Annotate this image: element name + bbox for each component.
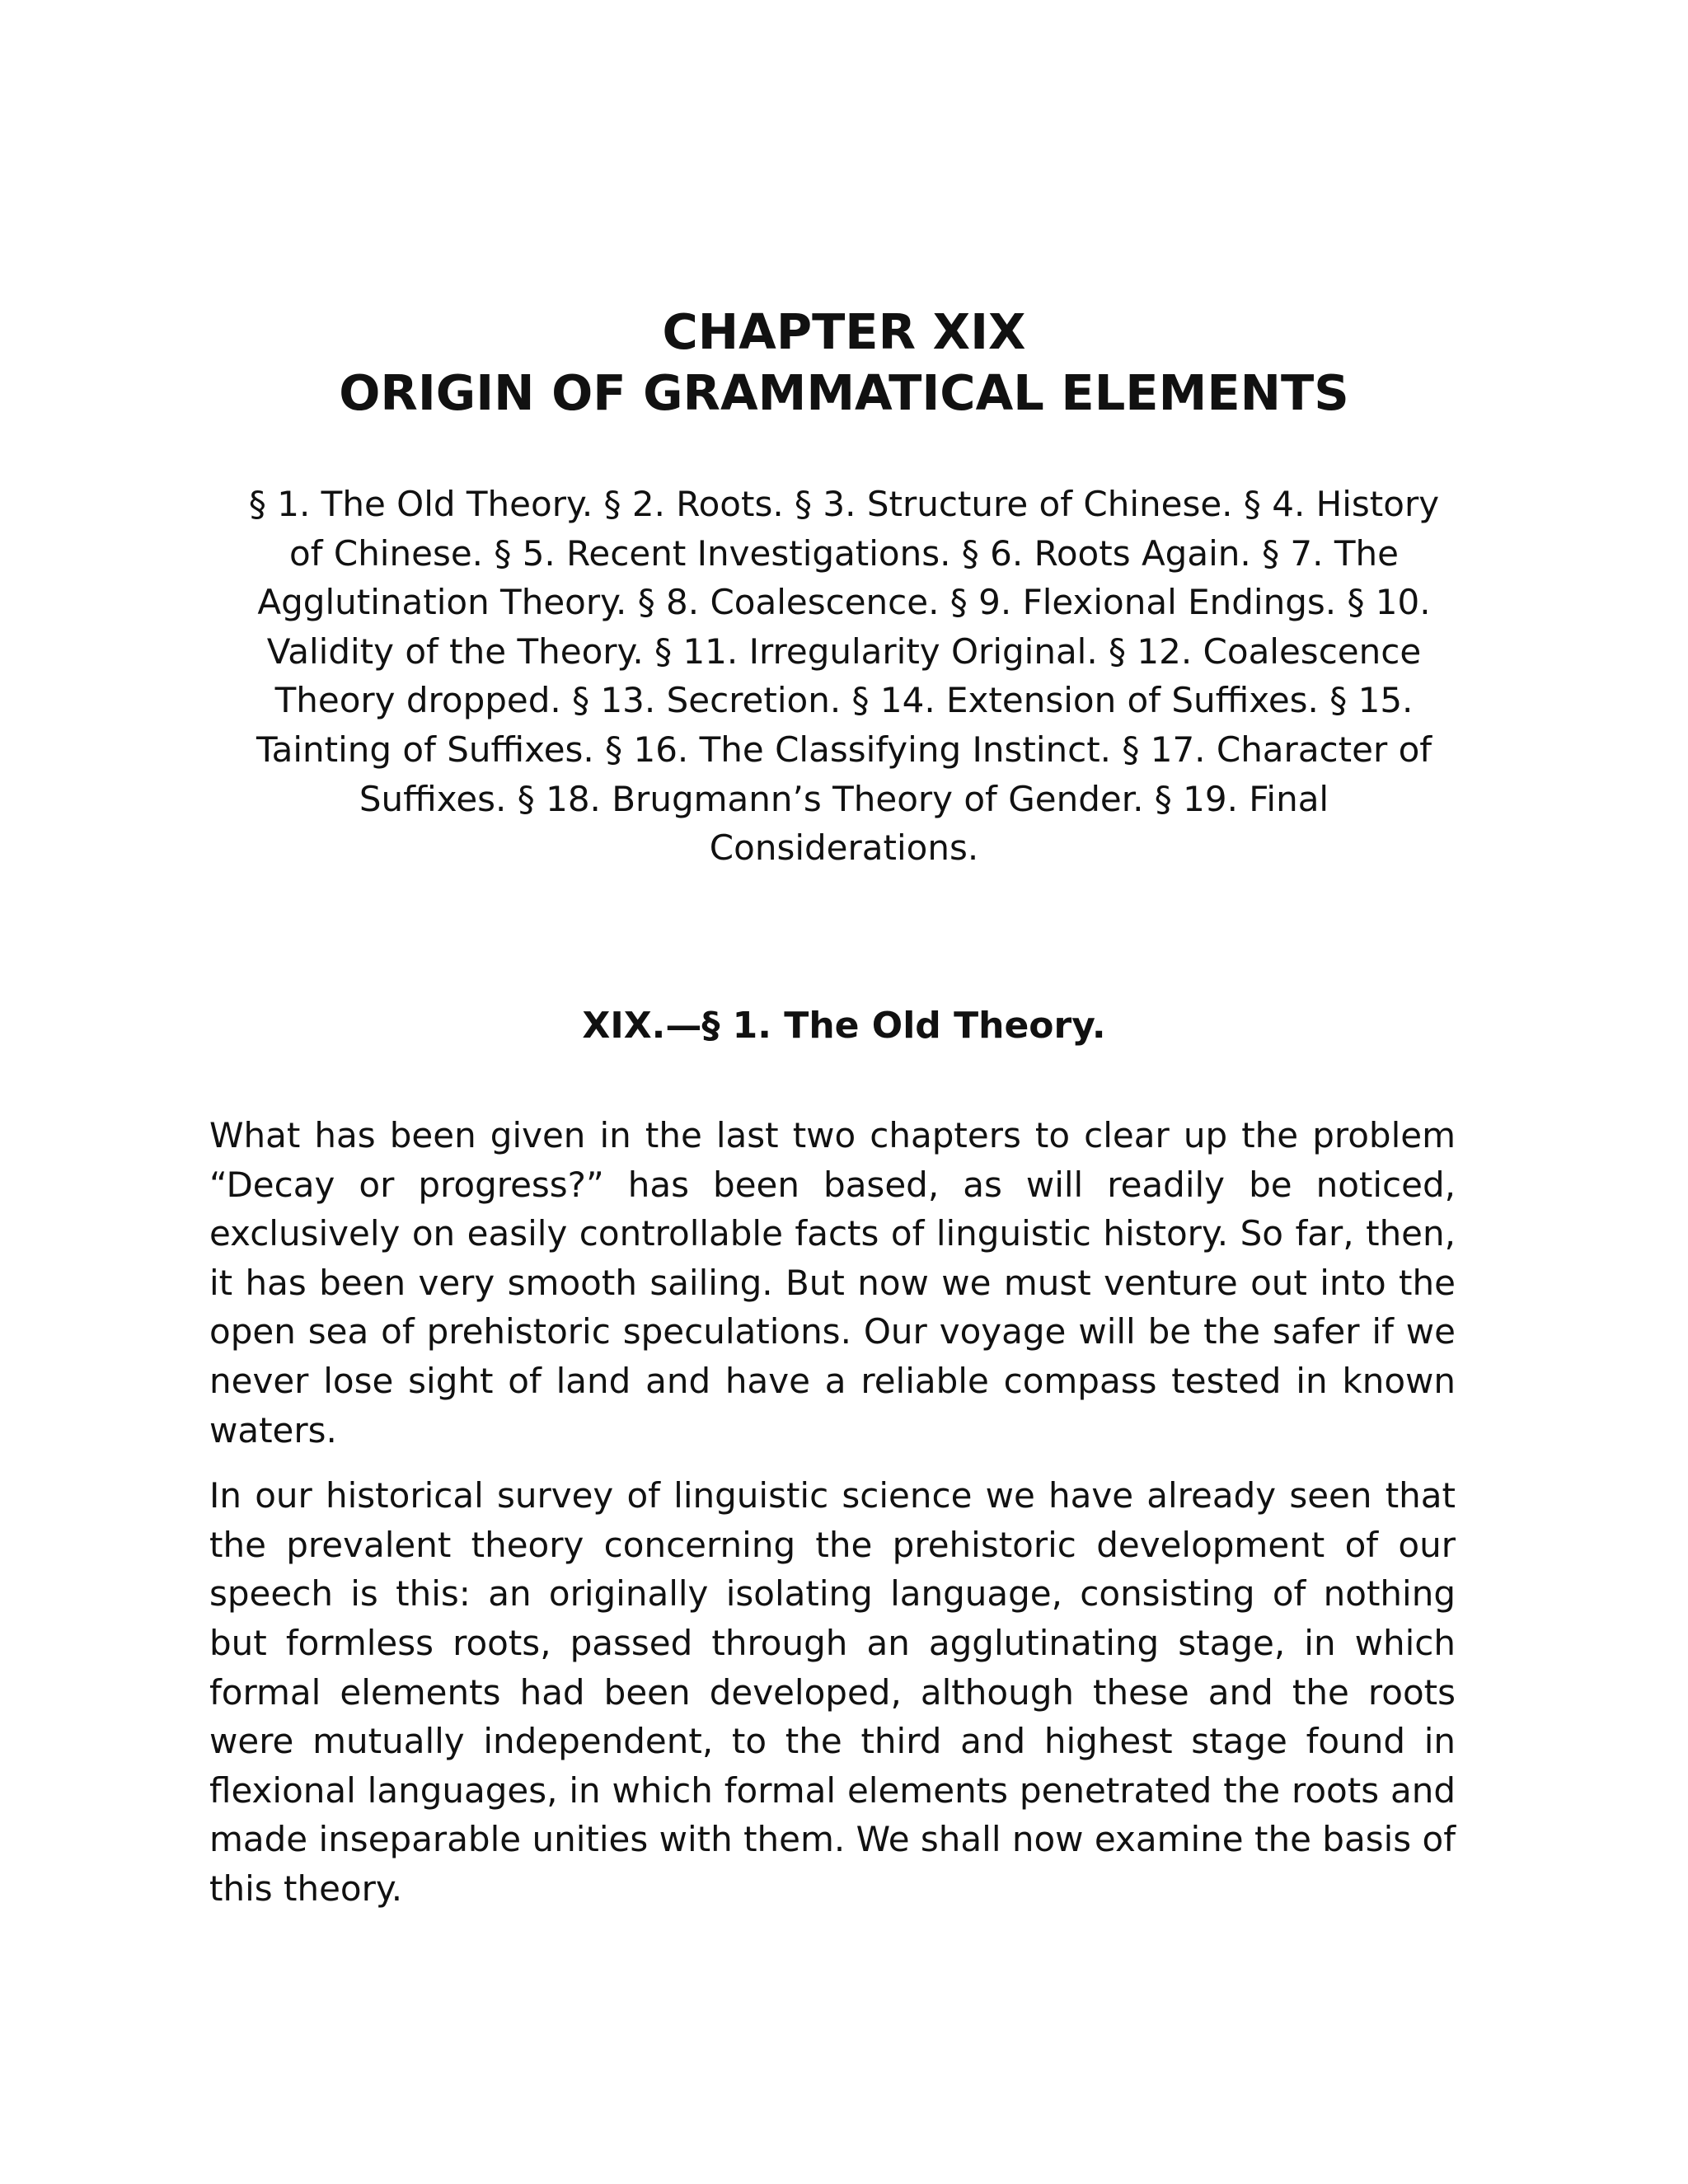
chapter-synopsis: § 1. The Old Theory. § 2. Roots. § 3. Structure of Chinese. § 4. History of Chinese. § 5. Recent Investigations. § 6. Roots Again. § 7. The Agglutination Theory. § 8. Coalescence. § 9. Flexional Endings. § 10. Validity of the Theory. § 11. Irregularity Original. § 12. Coalescence Theory dropped. § 13. Secretion. § 14. Extension of Suffixes. § 15. Tainting of Suffixes. § 16. The Classifying Instinct. § 17. Character of Suffixes. § 18. Brugmann’s Theory of Gender. § 19. Final Considerations. bbox=[248, 484, 1440, 869]
section-heading: XIX.—§ 1. The Old Theory. bbox=[582, 1005, 1106, 1047]
body-paragraph: In our historical survey of linguistic science we have already seen that the prevalent theory concerning the prehistoric development of our speech is this: an originally isolating language, consisting of nothing but formless roots, passed through an agglutinating stage, in which formal elements had been developed, although these and the roots were mutually independent, to the third and highest stage found in flexional languages, in which formal elements penetrated the roots and made inseparable unities with them. We shall now examine the basis of this theory. bbox=[209, 1475, 1456, 1909]
section-body bbox=[209, 1111, 1456, 1930]
body-paragraph: What has been given in the last two chapters to clear up the problem “Decay or progress?” has been based, as will readily be noticed, exclusively on easily controllable facts of linguistic history. So far, then, it has been very smooth sailing. But now we must venture out into the open sea of prehistoric speculations. Our voyage will be the safer if we never lose sight of land and have a reliable compass tested in known waters. bbox=[209, 1115, 1456, 1451]
chapter-heading bbox=[206, 302, 1482, 424]
chapter-number: CHAPTER XIX bbox=[662, 303, 1026, 360]
chapter-title: ORIGIN OF GRAMMATICAL ELEMENTS bbox=[339, 364, 1349, 421]
